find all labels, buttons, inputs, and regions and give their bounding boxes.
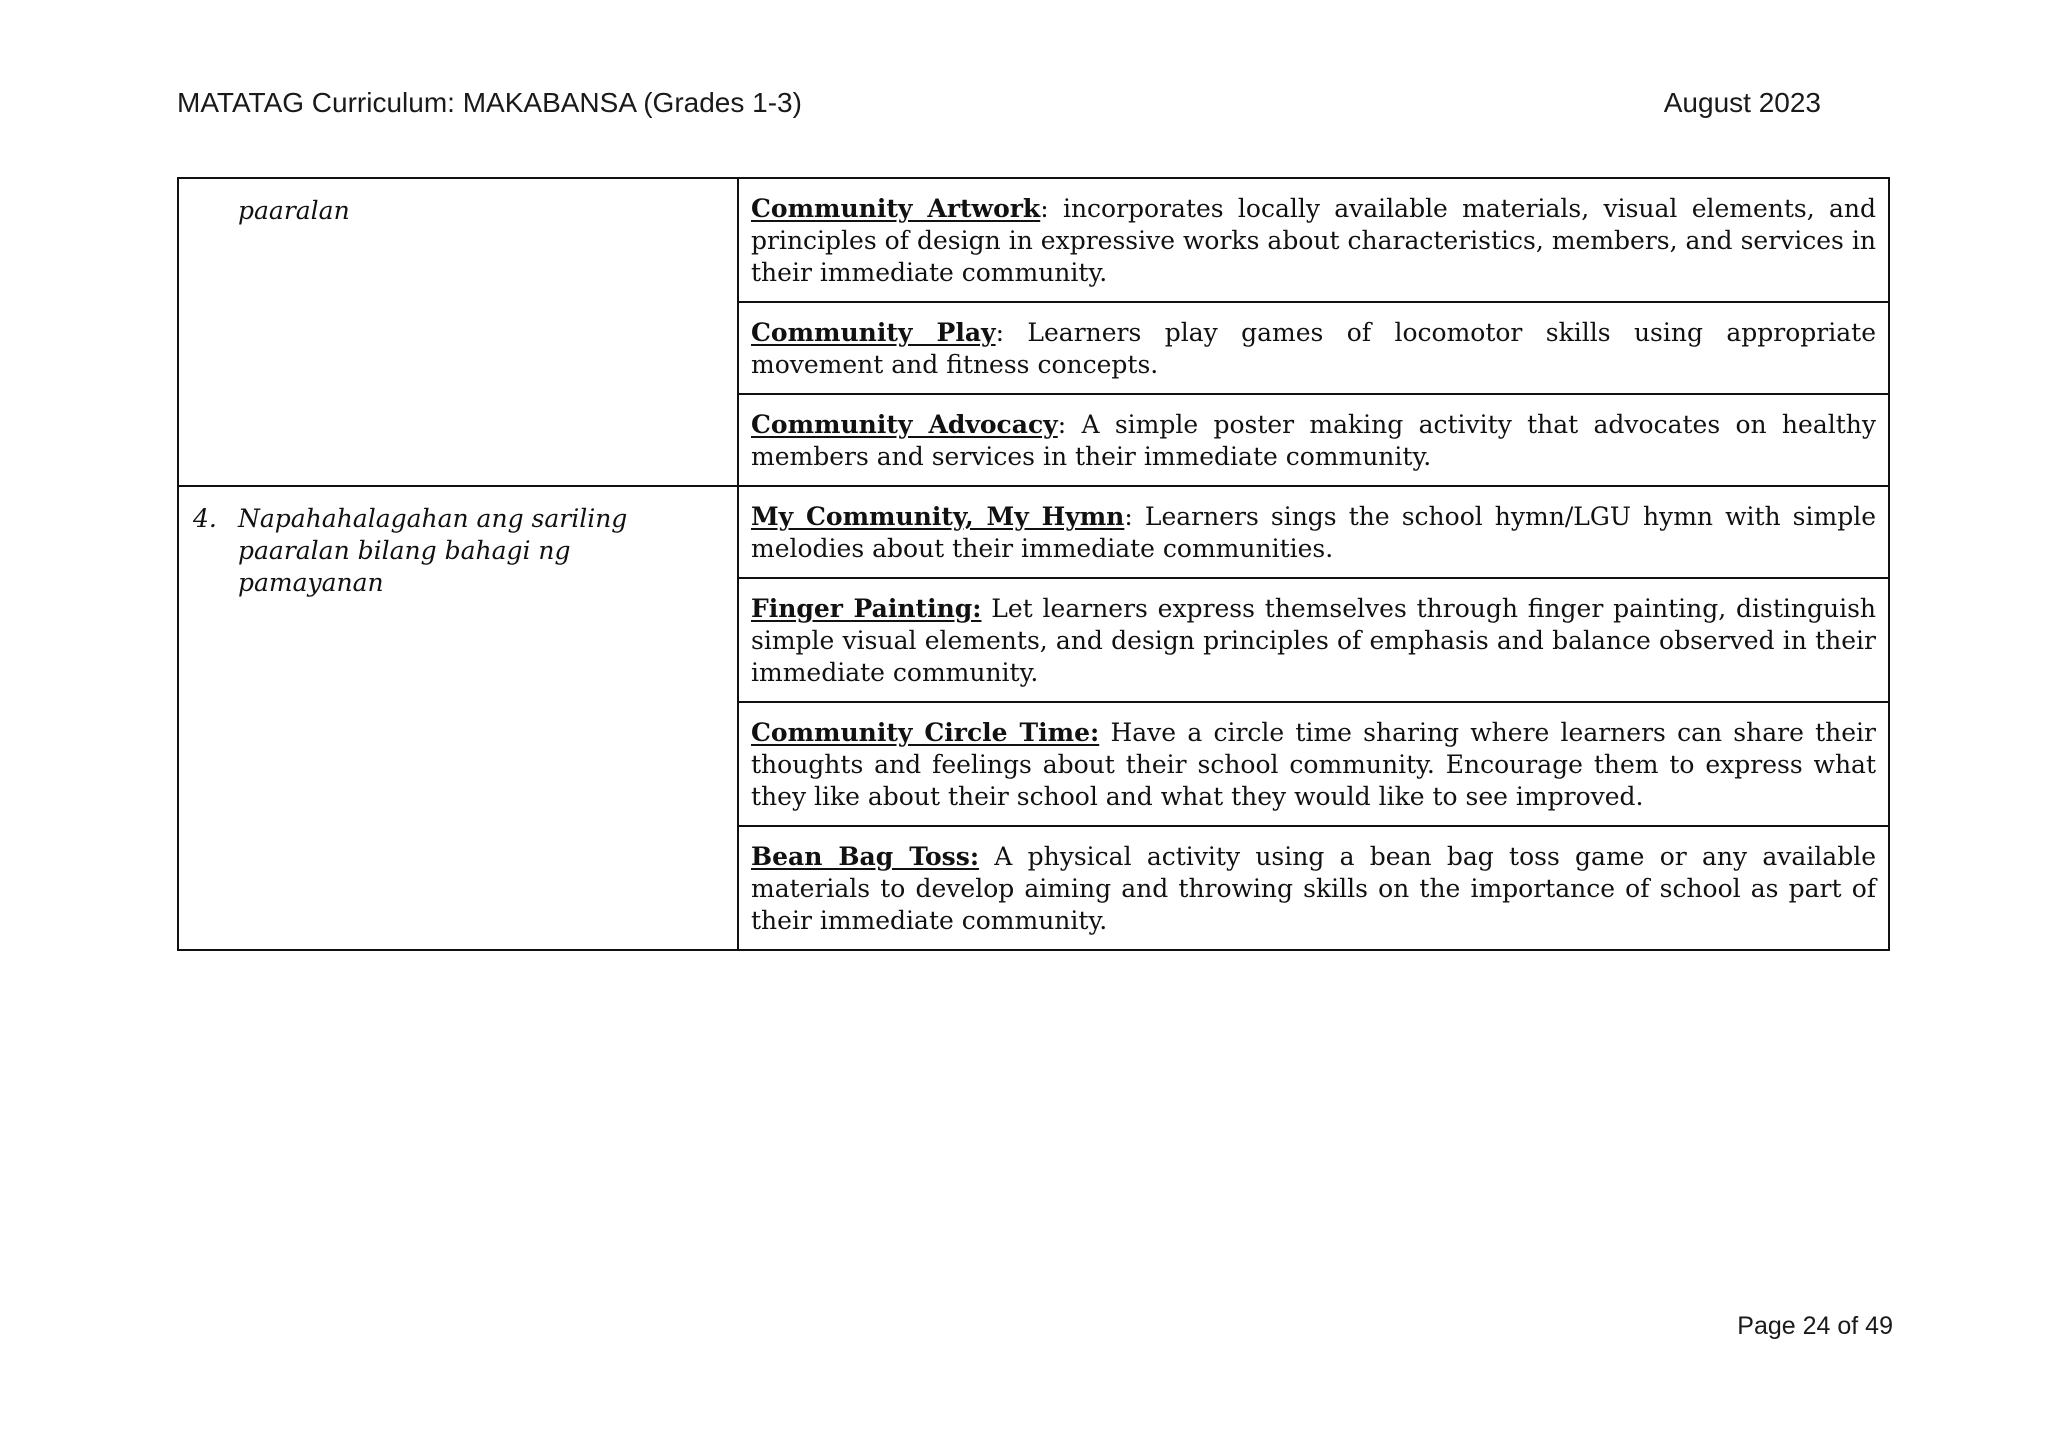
table-row bbox=[178, 486, 1889, 578]
document-header-title: MATATAG Curriculum: MAKABANSA (Grades 1-3) bbox=[177, 87, 802, 118]
activity-description: A physical activity using a bean bag toss game or any available materials to develop aiming and throwing skills on the importance of school as part of their immediate community. bbox=[751, 842, 1876, 935]
activity-term: Community Circle Time: bbox=[751, 718, 1100, 747]
activity-term: My Community, My Hymn bbox=[751, 502, 1125, 531]
activity-description: A simple poster making activity that advocates on healthy members and services in their immediate community. bbox=[751, 410, 1877, 471]
activity-term: Finger Painting: bbox=[751, 594, 982, 623]
activity-separator: : bbox=[1124, 502, 1133, 531]
activity-separator: : bbox=[995, 318, 1005, 347]
activity-description: Have a circle time sharing where learners can share their thoughts and feelings about their school community. Encourage them to express what they like about their school and what they would like to see improved. bbox=[751, 718, 1877, 811]
activity-cell bbox=[738, 578, 1889, 702]
activity-separator: : bbox=[1040, 194, 1049, 223]
activity-term: Bean Bag Toss: bbox=[751, 842, 980, 871]
activity-term: Community Artwork bbox=[751, 194, 1041, 223]
activity-term: Community Advocacy bbox=[751, 410, 1058, 439]
page-number: Page 24 of 49 bbox=[1737, 1312, 1893, 1340]
competency-cell bbox=[178, 486, 738, 950]
activity-description: Let learners express themselves through finger painting, distinguish simple visual elements, and design principles of emphasis and balance observed in their immediate community. bbox=[751, 594, 1876, 687]
activity-cell bbox=[738, 486, 1889, 578]
activity-term: Community Play bbox=[751, 318, 996, 347]
competency-cell bbox=[178, 178, 738, 486]
competency-number: 4. bbox=[193, 504, 217, 533]
competency-number bbox=[193, 195, 238, 227]
activity-description: incorporates locally available materials, visual elements, and principles of design in expressive works about characteristics, members, and services in their immediate community. bbox=[751, 194, 1876, 287]
competency-text: paaralan bbox=[238, 196, 350, 225]
activity-cell bbox=[738, 702, 1889, 826]
activity-description: Learners play games of locomotor skills using appropriate movement and fitness concepts. bbox=[751, 318, 1876, 379]
competency-text: Napahahalagahan ang sariling paaralan bilang bahagi ng pamayanan bbox=[238, 504, 628, 597]
activity-cell bbox=[738, 826, 1889, 950]
activity-cell bbox=[738, 302, 1889, 394]
activity-cell bbox=[738, 394, 1889, 486]
activity-separator: : bbox=[1057, 410, 1067, 439]
activity-cell bbox=[738, 178, 1889, 302]
document-header-date: August 2023 bbox=[1663, 87, 1821, 118]
table-row bbox=[178, 178, 1889, 302]
activity-description: Learners sings the school hymn/LGU hymn with simple melodies about their immediate communities. bbox=[751, 502, 1877, 563]
curriculum-table bbox=[177, 177, 1890, 951]
